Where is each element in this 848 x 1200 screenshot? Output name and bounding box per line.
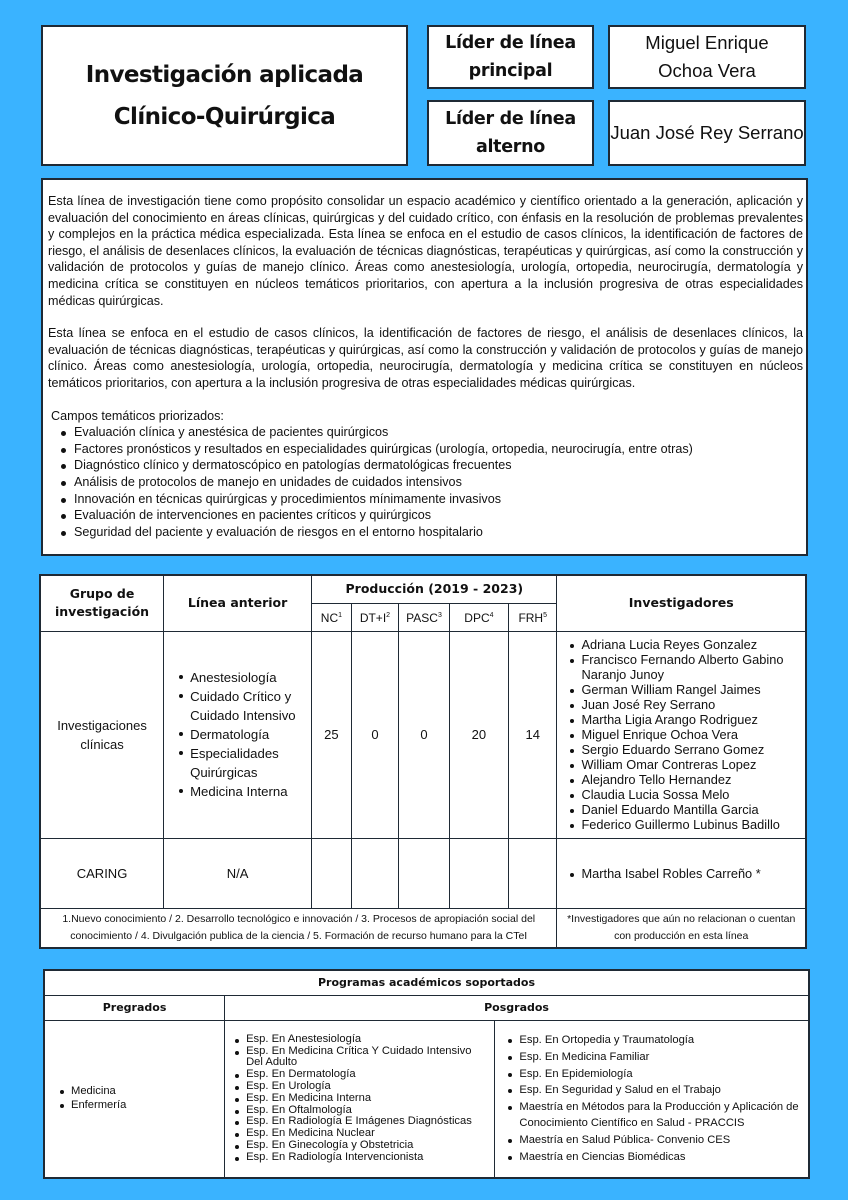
posgrados-header: Posgrados	[225, 995, 809, 1020]
pasc-value	[399, 838, 450, 908]
campo-item: Diagnóstico clínico y dermatoscópico en patologías dermatológicas frecuentes	[58, 457, 803, 474]
programs-table	[43, 969, 810, 1179]
description-paragraph-1: Esta línea de investigación tiene como propósito consolidar un espacio académico y científico orientado a la generación, aplicación y evaluación del conocimiento en áreas clínicas, quirúrgicas y del cuidado crítico, con énfasis en la resolución de problemas prevalentes y complejos en la práctica médica especializada. Esta línea se enfoca en el estudio de casos clínicos, la identificación de factores de riesgo, el análisis de desenlaces clínicos, la evaluación de técnicas diagnósticas, terapéuticas y quirúrgicas, así como la construcción y validación de protocolos y guías de manejo clínico. Áreas como anestesiología, urología, ortopedia, neurocirugía, dermatología y medicina crítica se constituyen en núcleos temáticos prioritarios, con apertura a la inclusión progresiva de otras especialidades médicas quirúrgicas.	[48, 194, 803, 308]
campo-item: Evaluación clínica y anestésica de pacientes quirúrgicos	[58, 424, 803, 441]
lead-alt-name: Juan José Rey Serrano	[608, 100, 806, 166]
frh-value: 14	[509, 631, 557, 838]
posgrados-col1-cell: Esp. En Anestesiología Esp. En Medicina Crítica Y Cuidado Intensivo Del Adulto Esp. En Dermatología Esp. En Urología Esp. En Medicina Interna Esp. En Oftalmología Esp. En Radiología E Imágenes Diagnósticas Esp. En Medicina Nuclear Esp. En Ginecología y Obstetricia Esp. En Radiología Intervencionista	[225, 1020, 495, 1178]
description-box	[41, 178, 808, 556]
programs-title: Programas académicos soportados	[44, 970, 809, 995]
header-investigadores: Investigadores	[557, 575, 806, 631]
linea-cell: N/A	[164, 838, 312, 908]
header-frh: FRH$^5$	[509, 603, 557, 631]
campos-title: Campos temáticos priorizados:	[51, 408, 224, 423]
grupo-cell: CARING	[40, 838, 164, 908]
lead-main-label: Líder de línea principal	[427, 25, 594, 89]
campo-item: Evaluación de intervenciones en pacientes críticos y quirúrgicos	[58, 507, 803, 524]
campo-item: Análisis de protocolos de manejo en unidades de cuidados intensivos	[58, 474, 803, 491]
dti-value	[351, 838, 399, 908]
pregrados-cell: Medicina Enfermería	[44, 1020, 225, 1178]
investigadores-cell: Martha Isabel Robles Carreño *	[557, 838, 806, 908]
description-paragraph-2: Esta línea se enfoca en el estudio de casos clínicos, la identificación de factores de riesgo, el análisis de desenlaces clínicos, la evaluación de técnicas diagnósticas, terapéuticas y quirúrgicas, así como la construcción y validación de protocolos y guías de manejo clínico. Áreas como anestesiología, urología, ortopedia, neurocirugía, dermatología y medicina crítica se constituyen en núcleos temáticos prioritarios, con apertura a la inclusión progresiva de otras especialidades médicas quirúrgicas.	[48, 326, 803, 390]
header-produccion: Producción (2019 - 2023)	[312, 575, 557, 603]
nc-value	[312, 838, 352, 908]
dti-value: 0	[351, 631, 399, 838]
campos-list	[48, 424, 803, 540]
page-title: Investigación aplicada Clínico-Quirúrgica	[85, 61, 364, 130]
posgrados-col2-cell: Esp. En Ortopedia y Traumatología Esp. En Medicina Familiar Esp. En Epidemiología Esp. En Seguridad y Salud en el Trabajo Maestría en Métodos para la Producción y Aplicación de Conocimiento Científico en Salud - PRACCIS Maestría en Salud Pública- Convenio CES Maestría en Ciencias Biomédicas	[495, 1020, 809, 1178]
header-dti: $DT+I^2$	[351, 603, 399, 631]
lead-alt-label: Líder de línea alterno	[427, 100, 594, 166]
header-linea: Línea anterior	[164, 575, 312, 631]
campo-item: Innovación en técnicas quirúrgicas y procedimientos mínimamente invasivos	[58, 491, 803, 508]
table-row	[40, 838, 806, 908]
pasc-value: 0	[399, 631, 450, 838]
line-title-box	[41, 25, 408, 166]
table-row	[40, 631, 806, 838]
footnote-investigadores: *Investigadores que aún no relacionan o cuentan con producción en esta línea	[557, 908, 806, 948]
campo-item: Factores pronósticos y resultados en especialidades quirúrgicas (urología, ortopedia, neurocirugía, entre otras)	[58, 441, 803, 458]
header-grupo: Grupo de investigación	[40, 575, 164, 631]
nc-value: 25	[312, 631, 352, 838]
grupo-cell: Investigaciones clínicas	[40, 631, 164, 838]
lead-main-name: Miguel Enrique Ochoa Vera	[608, 25, 806, 89]
lineas-cell: Anestesiología Cuidado Crítico y Cuidado Intensivo Dermatología Especialidades Quirúrgicas Medicina Interna	[164, 631, 312, 838]
dpc-value: 20	[449, 631, 508, 838]
header-nc: $NC^1$	[312, 603, 352, 631]
pregrados-header: Pregrados	[44, 995, 225, 1020]
footnote-categories: 1.Nuevo conocimiento / 2. Desarrollo tecnológico e innovación / 3. Procesos de apropiación social del conocimiento / 4. Divulgación publica de la ciencia / 5. Formación de recurso humano para la CTeI	[40, 908, 557, 948]
header-dpc: DPC$^4$	[449, 603, 508, 631]
campo-item: Seguridad del paciente y evaluación de riesgos en el entorno hospitalario	[58, 524, 803, 541]
investigadores-cell: Adriana Lucia Reyes Gonzalez Francisco Fernando Alberto Gabino Naranjo Junoy German William Rangel Jaimes Juan José Rey Serrano Martha Ligia Arango Rodriguez Miguel Enrique Ochoa Vera Sergio Eduardo Serrano Gomez William Omar Contreras Lopez Alejandro Tello Hernandez Claudia Lucia Sossa Melo Daniel Eduardo Mantilla Garcia Federico Guillermo Lubinus Badillo	[557, 631, 806, 838]
dpc-value	[449, 838, 508, 908]
frh-value	[509, 838, 557, 908]
header-pasc: PASC$^3$	[399, 603, 450, 631]
production-table	[39, 574, 807, 949]
